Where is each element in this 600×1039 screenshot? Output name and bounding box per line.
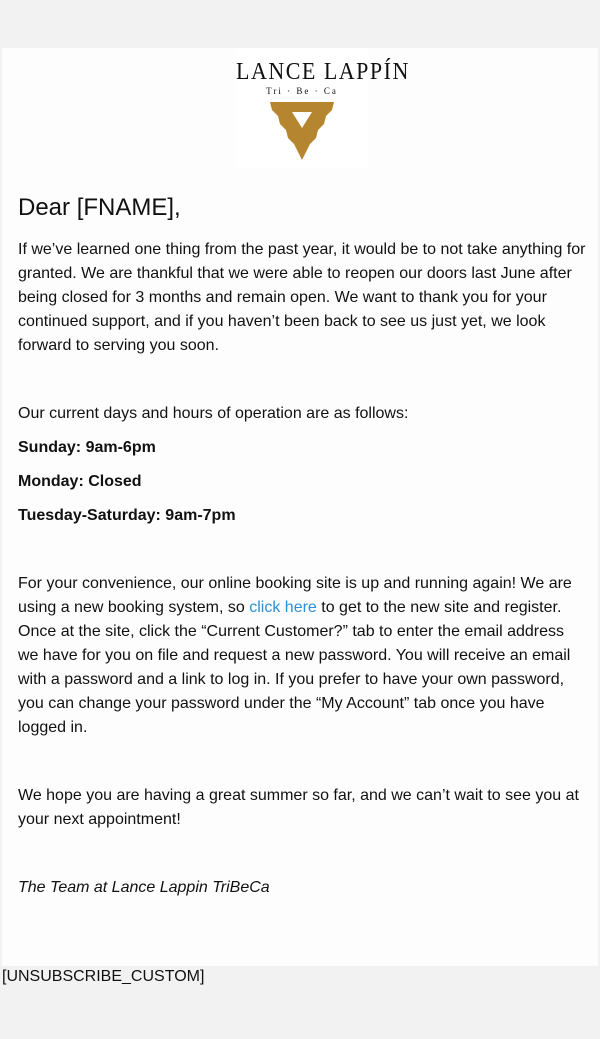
hours-sunday: Sunday: 9am-6pm xyxy=(18,439,156,456)
booking-text-after: to get to the new site and register. Once at the site, click the “Current Customer?” tab to enter the email address we have for you on file and request a new password. You will receive an email with a password and a link to log in. If you prefer to have your own password, you can change your password under the “My Account” tab once you have logged in. xyxy=(18,599,571,736)
booking-text-before: For your convenience, our online booking site is up and running again! We are using a new booking system, so xyxy=(18,575,572,616)
triangle-logo-icon xyxy=(266,98,338,162)
closing-paragraph: We hope you are having a great summer so far, and we can’t wait to see you at your next appointment! xyxy=(18,787,579,828)
hours-tuesday-saturday: Tuesday-Saturday: 9am-7pm xyxy=(18,507,236,524)
email-body xyxy=(18,188,586,900)
signature: The Team at Lance Lappin TriBeCa xyxy=(18,879,270,896)
brand-logo xyxy=(236,48,410,168)
booking-link[interactable]: click here xyxy=(249,599,317,616)
intro-paragraph: If we’ve learned one thing from the past year, it would be to not take anything for granted. We are thankful that we were able to reopen our doors last June after being closed for 3 months and remain open. We want to thank you for your continued support, and if you haven’t been back to see us just yet, we look forward to serving you soon. xyxy=(18,241,586,354)
greeting: Dear [FNAME], xyxy=(18,194,181,221)
logo-subtitle: Tri · Be · Ca xyxy=(266,86,338,96)
unsubscribe-link[interactable]: [UNSUBSCRIBE_CUSTOM] xyxy=(2,968,205,985)
email-card xyxy=(2,48,598,966)
logo-wordmark: LANCE LAPPÍN xyxy=(236,56,410,85)
hours-monday: Monday: Closed xyxy=(18,473,142,490)
hours-intro: Our current days and hours of operation are as follows: xyxy=(18,405,409,422)
booking-paragraph xyxy=(18,572,586,740)
